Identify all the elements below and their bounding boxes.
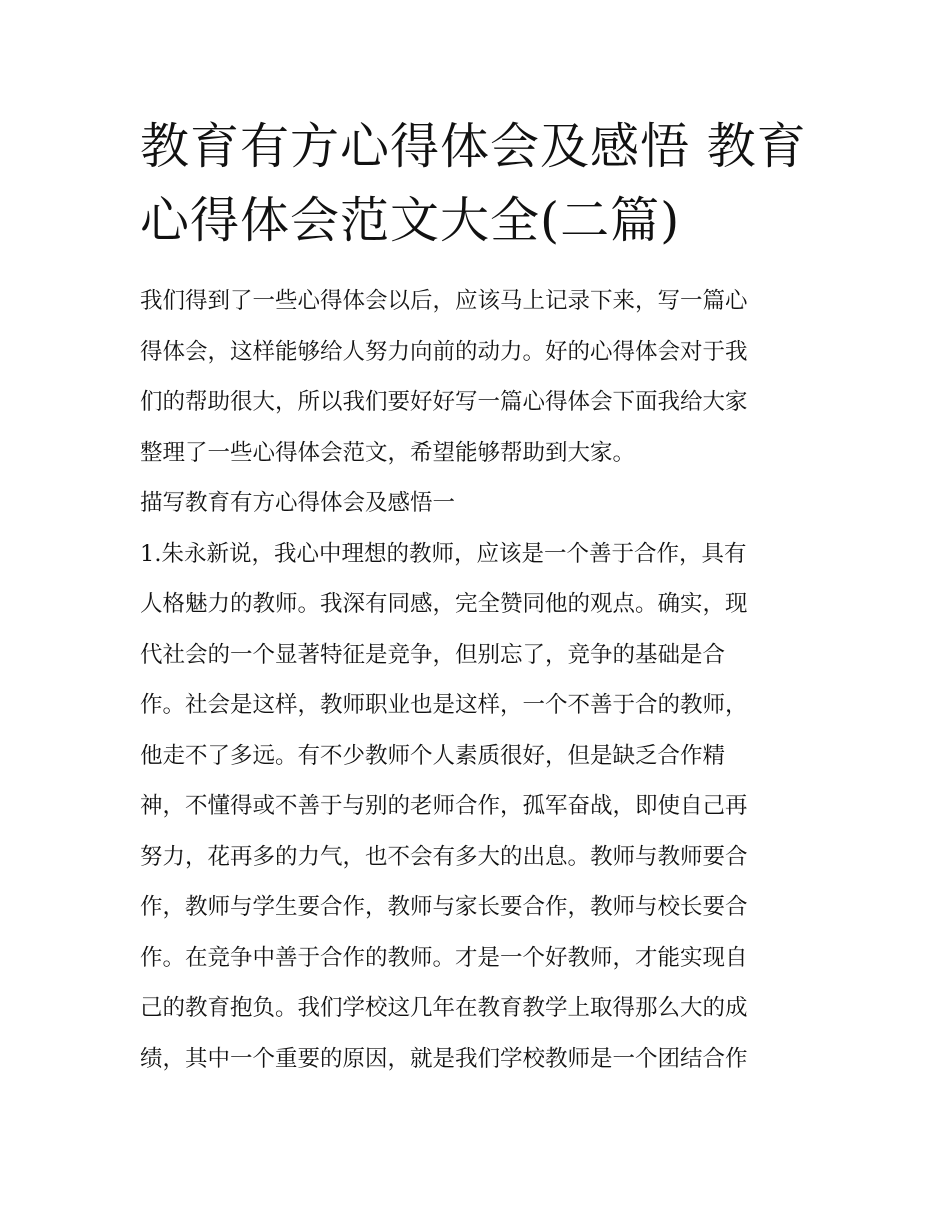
text-line: 作。在竞争中善于合作的教师。才是一个好教师，才能实现自 [140,944,748,971]
text-line: 1.朱永新说，我心中理想的教师，应该是一个善于合作，具有 [140,540,747,567]
section-heading: 描写教育有方心得体会及感悟一 [140,490,456,516]
text-line: 他走不了多远。有不少教师个人素质很好，但是缺乏合作精 [140,742,726,769]
body-paragraph [140,529,812,1085]
document-page [140,110,812,1084]
text-line: 们的帮助很大，所以我们要好好写一篇心得体会下面我给大家 [140,389,748,415]
document-title [140,110,812,258]
text-line: 神，不懂得或不善于与别的老师合作，孤军奋战，即使自己再 [140,793,748,819]
text-line: 作。社会是这样，教师职业也是这样，一个不善于合的教师， [140,692,748,718]
intro-paragraph [140,276,812,478]
text-line: 绩，其中一个重要的原因，就是我们学校教师是一个团结合作 [140,1045,748,1072]
text-line: 作，教师与学生要合作，教师与家长要合作，教师与校长要合 [140,894,748,920]
text-line: 人格魅力的教师。我深有同感，完全赞同他的观点。确实，现 [140,591,748,617]
text-line: 得体会，这样能够给人努力向前的动力。好的心得体会对于我 [140,338,748,365]
text-line: 代社会的一个显著特征是竞争，但别忘了，竞争的基础是合 [140,641,726,668]
text-line: 整理了一些心得体会范文，希望能够帮助到大家。 [140,439,636,466]
text-line: 己的教育抱负。我们学校这几年在教育教学上取得那么大的成 [140,995,748,1021]
text-line: 努力，花再多的力气，也不会有多大的出息。教师与教师要合 [140,843,748,870]
title-line: 心得体会范文大全(二篇) [140,192,681,249]
title-line: 教育有方心得体会及感悟 教育 [140,118,807,175]
text-line: 我们得到了一些心得体会以后，应该马上记录下来，写一篇心 [140,288,748,314]
